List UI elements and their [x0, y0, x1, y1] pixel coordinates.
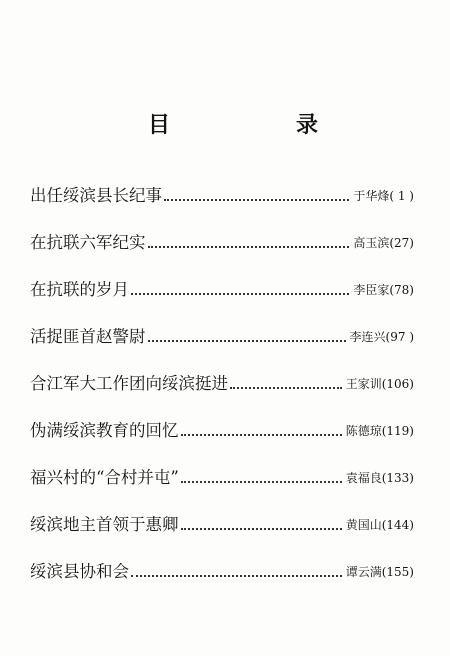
toc-entry-author: 陈德琼: [345, 424, 382, 438]
table-of-contents: [30, 184, 414, 607]
toc-entry-page: (78): [389, 283, 414, 297]
toc-entry-page: (119): [381, 424, 414, 438]
dot-leader: [148, 325, 346, 342]
toc-entry-title: 在抗联的岁月: [30, 280, 129, 299]
toc-entry-title: 绥滨地主首领于惠卿: [30, 515, 179, 534]
toc-entry-page: (106): [381, 377, 414, 391]
dot-leader: [131, 560, 342, 577]
toc-entry: [30, 231, 414, 278]
dot-leader: [181, 513, 342, 530]
dot-leader: [230, 372, 342, 389]
toc-entry-title: 福兴村的“合村并屯”: [30, 468, 179, 487]
toc-entry-page: (27): [389, 236, 414, 250]
dot-leader: [181, 466, 342, 483]
toc-entry-title: 出任绥滨县长纪事: [30, 186, 162, 205]
toc-entry-page: (155): [381, 565, 414, 579]
toc-entry: [30, 184, 414, 231]
toc-entry-page: (144): [381, 518, 414, 532]
toc-entry-title: 伪满绥滨教育的回忆: [30, 421, 179, 440]
toc-entry-author: 黄国山: [345, 518, 382, 532]
toc-entry-title: 合江军大工作团向绥滨挺进: [30, 374, 228, 393]
toc-entry: [30, 513, 414, 560]
page-title-char-1: 目: [148, 112, 171, 138]
toc-entry: [30, 325, 414, 372]
dot-leader: [131, 278, 349, 295]
toc-entry-author: 袁福良: [345, 471, 382, 485]
dot-leader: [181, 419, 342, 436]
toc-entry-title: 绥滨县协和会: [30, 562, 129, 581]
toc-entry-author: 李臣家: [353, 283, 390, 297]
dot-leader: [148, 231, 350, 248]
page-title: [148, 108, 318, 139]
toc-entry-title: 活捉匪首赵警尉: [30, 327, 146, 346]
dot-leader: [164, 184, 349, 201]
toc-entry: [30, 419, 414, 466]
toc-entry: [30, 560, 414, 607]
toc-entry-page: (97 ): [385, 330, 414, 344]
toc-entry-page: (133): [381, 471, 414, 485]
toc-entry-author: 高玉滨: [353, 236, 390, 250]
toc-entry: [30, 466, 414, 513]
page-title-char-2: 录: [295, 112, 318, 138]
toc-entry-author: 李连兴: [349, 330, 386, 344]
toc-entry-author: 王家训: [345, 377, 382, 391]
toc-entry-author: 谭云满: [345, 565, 382, 579]
toc-entry-author: 于华烽: [353, 189, 390, 203]
toc-entry-title: 在抗联六军纪实: [30, 233, 146, 252]
toc-entry: [30, 372, 414, 419]
toc-entry-page: ( 1 ): [389, 189, 414, 203]
toc-entry: [30, 278, 414, 325]
